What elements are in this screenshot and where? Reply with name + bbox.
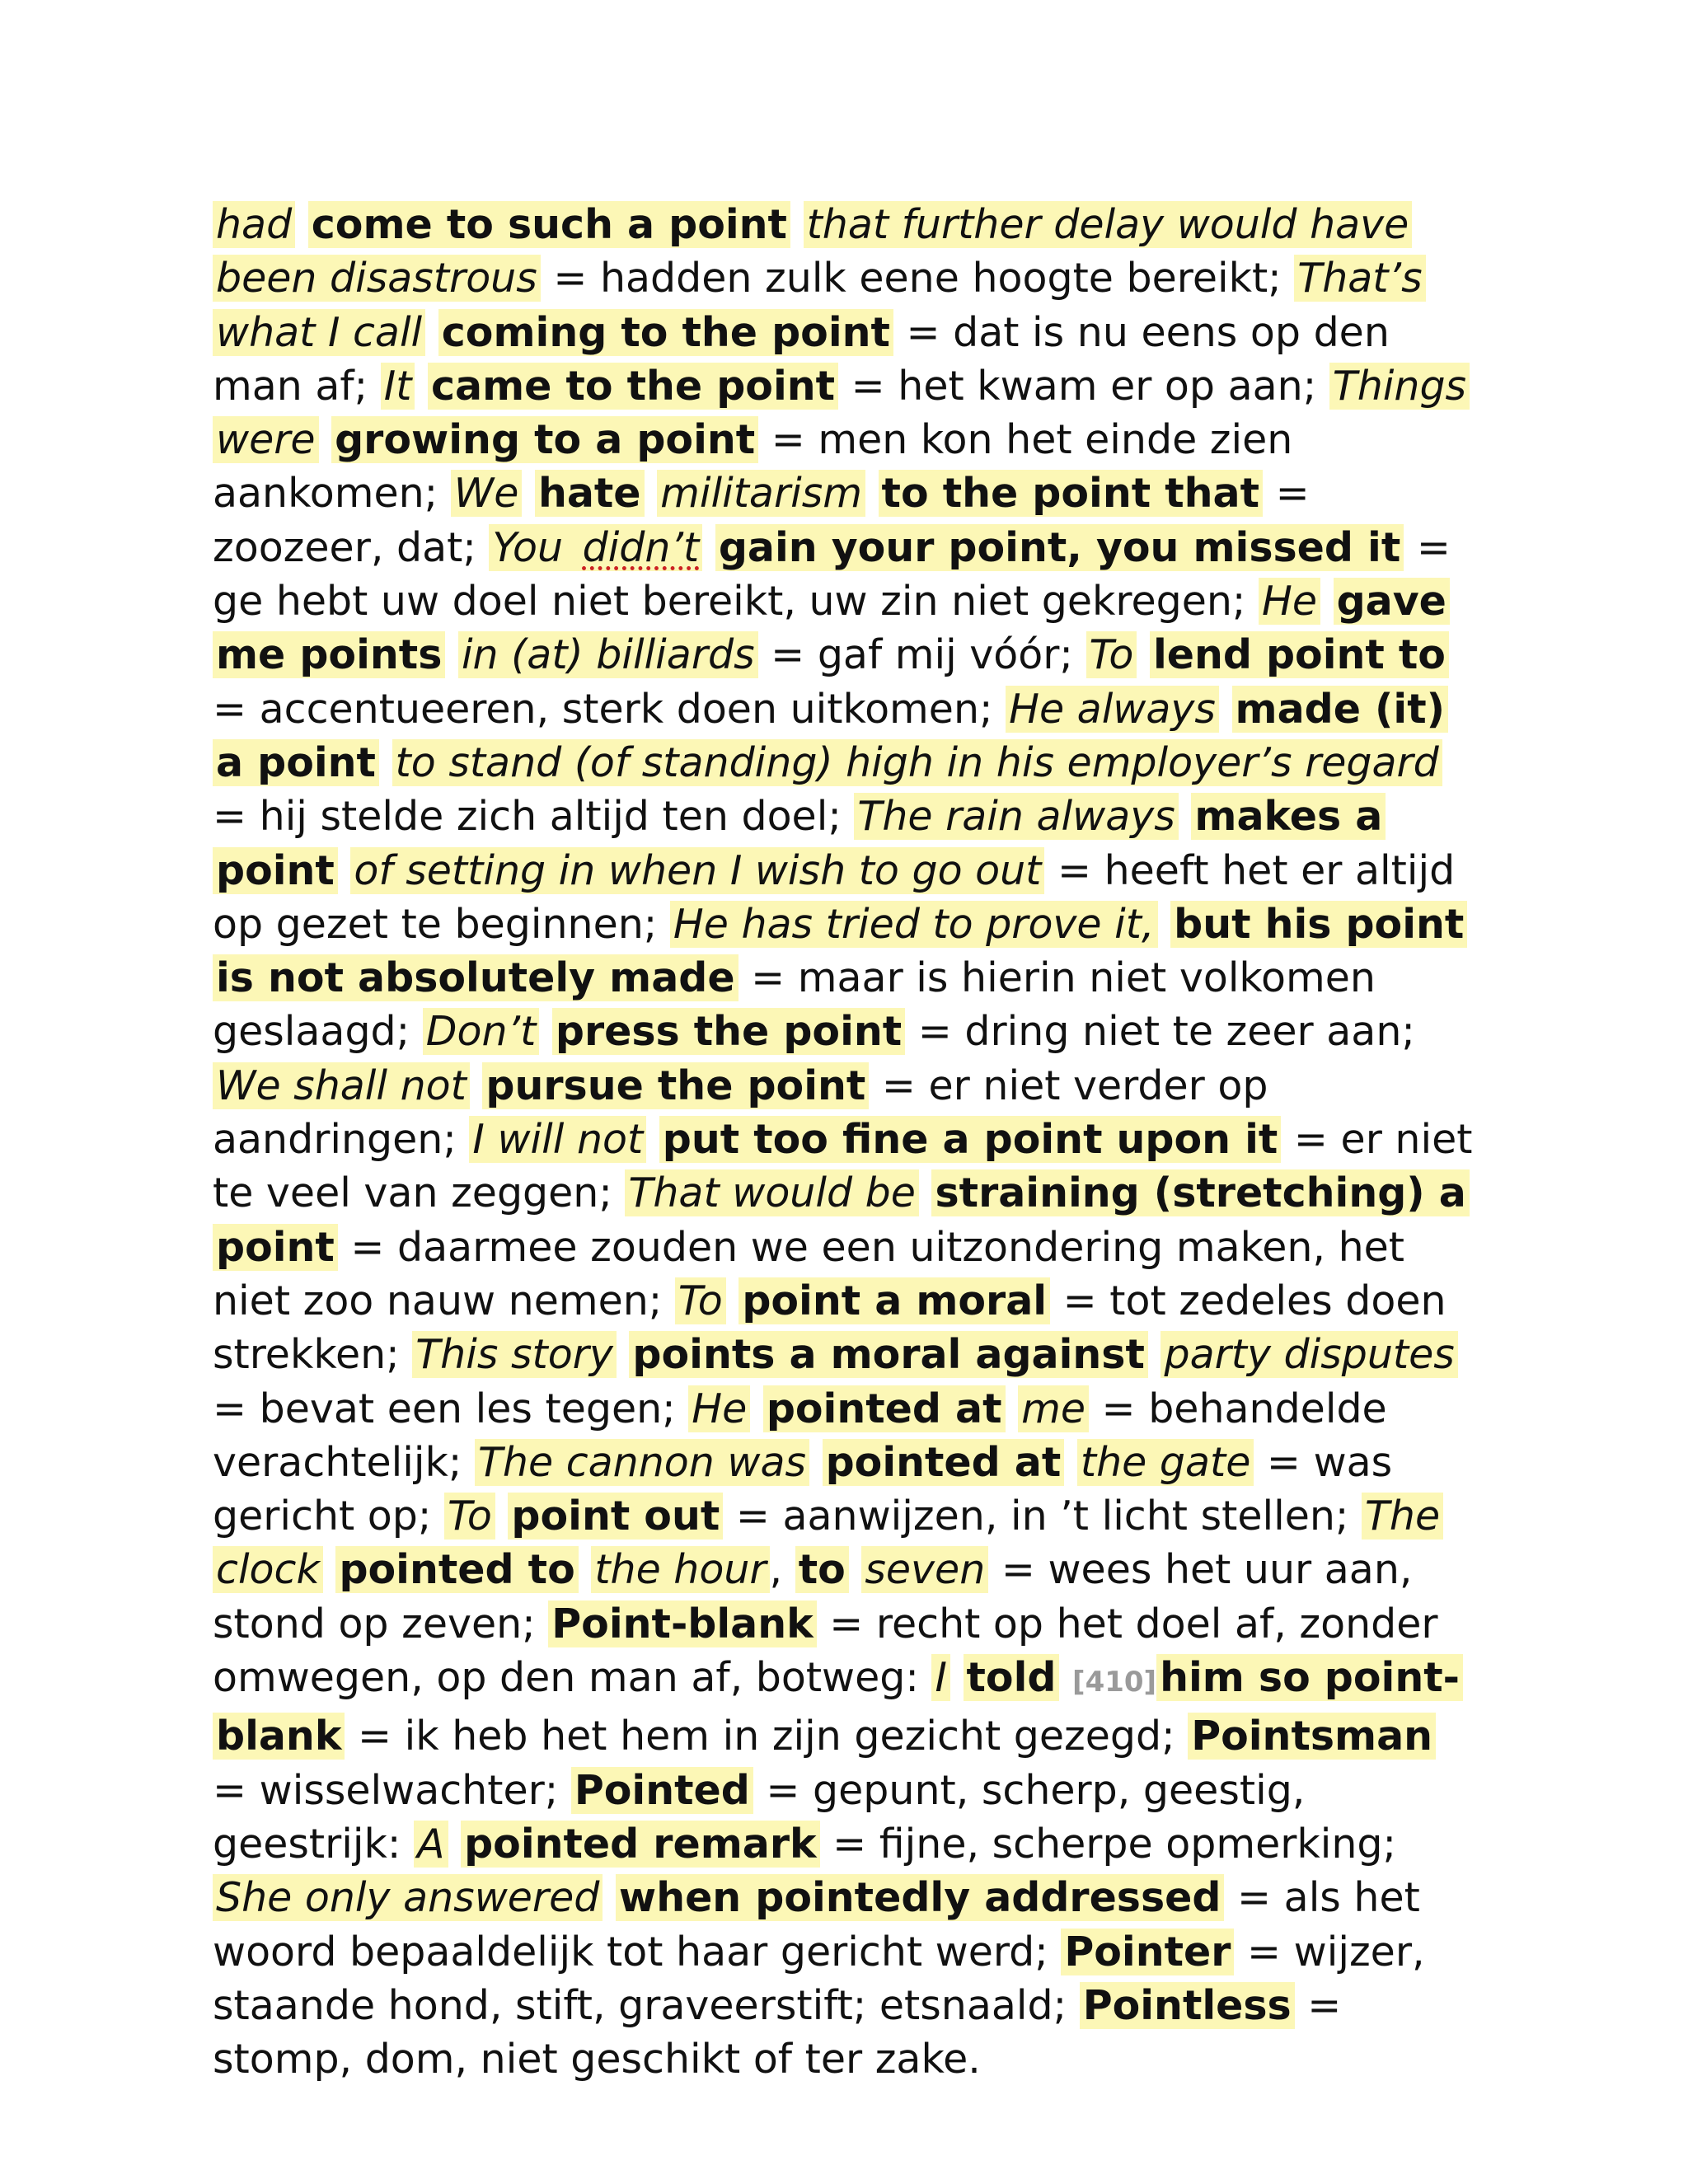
english-example-phrase: party disputes xyxy=(1160,1331,1457,1378)
headword-phrase: gain your point, you missed it xyxy=(715,524,1404,571)
headword-phrase: makes a point xyxy=(213,793,1386,893)
headword-phrase: gave me points xyxy=(213,578,1450,678)
english-example-phrase: me xyxy=(1018,1385,1089,1432)
dutch-translation-text: = men kon het einde zien aankomen; xyxy=(213,416,1293,518)
headword-phrase: to the point that xyxy=(879,470,1263,517)
dutch-translation-text: = wees het uur aan, stond op zeven; xyxy=(213,1546,1413,1647)
english-example-phrase: the hour xyxy=(591,1546,769,1593)
dutch-translation-text: = het kwam er op aan; xyxy=(838,362,1329,410)
dutch-translation-text: = aanwijzen, in ’t licht stellen; xyxy=(723,1493,1362,1540)
english-example-phrase: To xyxy=(675,1277,726,1324)
headword-phrase: came to the point xyxy=(428,363,838,410)
dutch-translation-text: = hadden zulk eene hoogte bereikt; xyxy=(540,255,1295,302)
page-number-marker: [410] xyxy=(1072,1666,1157,1699)
dutch-translation-text: = fijne, scherpe opmerking; xyxy=(819,1820,1397,1868)
document-body xyxy=(213,198,1482,2086)
english-example-phrase: seven xyxy=(861,1546,988,1593)
dutch-translation-text: = ge hebt uw doel niet bereikt, uw zin niet gekregen; xyxy=(213,523,1451,626)
headword-phrase: Pointsman xyxy=(1188,1713,1436,1760)
english-example-phrase: A xyxy=(414,1821,448,1868)
dutch-translation-text: = er niet te veel van zeggen; xyxy=(213,1116,1473,1217)
dutch-translation-text: = gaf mij vóór; xyxy=(757,631,1086,679)
english-example-phrase: That’s what I call xyxy=(213,255,1426,355)
headword-phrase: coming to the point xyxy=(438,309,893,356)
english-example-phrase: The rain always xyxy=(854,793,1178,840)
dutch-translation-text: = wisselwachter; xyxy=(213,1766,571,1814)
dutch-translation-text: = als het woord bepaaldelijk tot haar gericht werd; xyxy=(213,1874,1420,1975)
headword-phrase: pointed at xyxy=(763,1385,1006,1432)
dutch-translation-text: = maar is hierin niet volkomen geslaagd; xyxy=(213,954,1376,1056)
dutch-translation-text: = stomp, dom, niet geschikt of ter zake. xyxy=(213,1981,1342,2083)
english-example-phrase-spellcheck: didn’t xyxy=(579,524,703,571)
english-example-phrase: That would be xyxy=(625,1169,918,1216)
headword-phrase: pointed to xyxy=(335,1546,578,1593)
headword-phrase: when pointedly addressed xyxy=(616,1874,1225,1921)
english-example-phrase: I will not xyxy=(469,1116,646,1163)
headword-phrase: but his point is not absolutely made xyxy=(213,901,1467,1001)
headword-phrase: straining (stretching) a point xyxy=(213,1169,1470,1270)
headword-phrase: Pointless xyxy=(1080,1982,1295,2029)
dutch-translation-text: = heeft het er altijd op gezet te beginnen; xyxy=(213,846,1456,948)
english-example-phrase: This story xyxy=(412,1331,617,1378)
english-example-phrase: To xyxy=(444,1493,495,1540)
dutch-translation-text: = gepunt, scherp, geestig, geestrijk: xyxy=(213,1766,1306,1868)
headword-phrase: come to such a point xyxy=(308,201,790,248)
english-example-phrase: He always xyxy=(1006,686,1219,733)
headword-phrase: pointed remark xyxy=(461,1821,819,1868)
headword-phrase: hate xyxy=(535,470,645,517)
english-example-phrase: He xyxy=(1259,578,1320,625)
english-example-phrase: The clock xyxy=(213,1493,1443,1593)
dutch-translation-text: = ik heb het hem in zijn gezicht gezegd; xyxy=(345,1713,1189,1760)
dutch-translation-text: = tot zedeles doen strekken; xyxy=(213,1277,1447,1379)
dutch-translation-text: = wijzer, staande hond, stift, graveerstift; etsnaald; xyxy=(213,1928,1425,2029)
english-example-phrase: You xyxy=(489,524,579,571)
english-example-phrase: that further delay would have been disastrous xyxy=(213,201,1412,302)
english-example-phrase: She only answered xyxy=(213,1874,603,1921)
english-example-phrase: The cannon was xyxy=(475,1439,809,1486)
english-example-phrase: had xyxy=(213,201,295,248)
dutch-translation-text: = zoozeer, dat; xyxy=(213,470,1310,571)
english-example-phrase: We xyxy=(451,470,523,517)
dutch-translation-text: = bevat een les tegen; xyxy=(213,1385,689,1432)
dutch-translation-text: = er niet verder op aandringen; xyxy=(213,1062,1268,1164)
headword-phrase: Pointed xyxy=(571,1767,753,1814)
headword-phrase: him so point-blank xyxy=(213,1654,1463,1760)
dutch-translation-text: = hij stelde zich altijd ten doel; xyxy=(213,793,855,841)
dutch-translation-text: = dring niet te zeer aan; xyxy=(905,1008,1415,1056)
dutch-translation-text: = daarmee zouden we een uitzondering maken, het niet zoo nauw nemen; xyxy=(213,1223,1404,1324)
headword-phrase: press the point xyxy=(552,1008,905,1055)
english-example-phrase: To xyxy=(1086,631,1137,678)
headword-phrase: put too fine a point upon it xyxy=(659,1116,1282,1163)
english-example-phrase: to stand (of standing) high in his employer’s regard xyxy=(392,739,1442,786)
headword-phrase: lend point to xyxy=(1150,631,1449,678)
headword-phrase: point out xyxy=(508,1493,723,1540)
english-example-phrase: We shall not xyxy=(213,1062,470,1109)
dutch-translation-text: = accentueeren, sterk doen uitkomen; xyxy=(213,685,1006,733)
english-example-phrase: the gate xyxy=(1077,1439,1254,1486)
headword-phrase: pursue the point xyxy=(482,1062,869,1109)
english-example-phrase: in (at) billiards xyxy=(458,631,758,678)
headword-phrase: Point-blank xyxy=(548,1601,816,1647)
headword-phrase: points a moral against xyxy=(629,1331,1147,1378)
headword-phrase: made (it) a point xyxy=(213,686,1448,786)
headword-phrase: growing to a point xyxy=(331,416,758,463)
headword-phrase: to xyxy=(795,1546,849,1593)
headword-phrase: Pointer xyxy=(1061,1929,1234,1975)
english-example-phrase: Don’t xyxy=(423,1008,540,1055)
headword-phrase: pointed at xyxy=(823,1439,1065,1486)
headword-phrase: point a moral xyxy=(738,1277,1050,1324)
english-example-phrase: militarism xyxy=(657,470,865,517)
dutch-translation-text: , xyxy=(769,1546,795,1594)
dutch-translation-text: = behandelde verachtelijk; xyxy=(213,1385,1387,1486)
dutch-translation-text: = recht op het doel af, zonder omwegen, op den man af, botweg: xyxy=(213,1600,1438,1702)
english-example-phrase: He xyxy=(688,1385,750,1432)
dutch-translation-text: = dat is nu eens op den man af; xyxy=(213,308,1390,410)
english-example-phrase: He has tried to prove it, xyxy=(670,901,1158,948)
english-example-phrase: It xyxy=(381,363,415,410)
english-example-phrase: Things were xyxy=(213,363,1470,463)
english-example-phrase: I xyxy=(931,1654,950,1701)
english-example-phrase: of setting in when I wish to go out xyxy=(350,847,1044,894)
headword-phrase: told xyxy=(964,1654,1060,1701)
dutch-translation-text: = was gericht op; xyxy=(213,1438,1393,1540)
